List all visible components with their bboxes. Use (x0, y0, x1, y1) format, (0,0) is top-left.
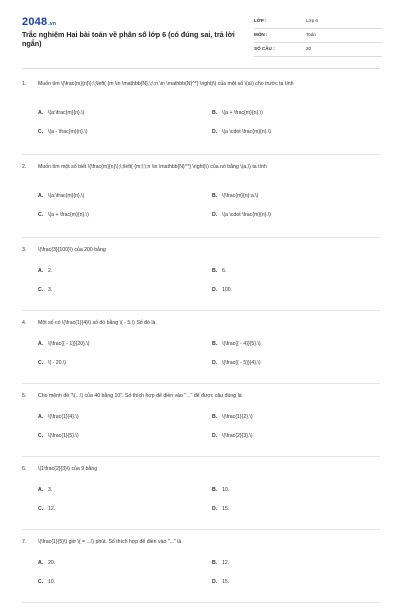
answer-option[interactable] (38, 433, 79, 439)
meta-label: SỐ CÂU : (254, 46, 275, 51)
option-text: \(\frac{{ - 4}}{5}.\) (222, 341, 261, 347)
option-letter: D. (212, 433, 218, 439)
option-text: 10. (48, 579, 56, 585)
answer-option[interactable] (212, 268, 226, 274)
answer-option[interactable] (212, 341, 261, 347)
option-text: \(\frac{1}{2}.\) (222, 414, 253, 420)
option-row (22, 104, 380, 123)
option-text: 15. (222, 579, 230, 585)
option-row (22, 206, 380, 225)
answer-option[interactable] (38, 287, 52, 293)
question-item (22, 319, 380, 384)
option-row (22, 427, 380, 446)
option-letter: C. (38, 360, 44, 366)
logo-text: 2048 (22, 16, 48, 28)
option-letter: B. (212, 560, 218, 566)
option-letter: C. (38, 579, 44, 585)
option-text: 15. (222, 506, 230, 512)
option-letter: A. (38, 560, 44, 566)
option-text: 6. (222, 268, 227, 274)
option-row (22, 335, 380, 354)
option-text: 10. (222, 487, 230, 493)
option-letter: B. (212, 341, 218, 347)
answer-option[interactable] (38, 487, 52, 493)
question-number: 2. (22, 164, 27, 170)
option-text: \(a:\frac{m}{n}.\) (48, 193, 85, 199)
question-item (22, 465, 380, 530)
answer-option[interactable] (38, 414, 79, 420)
option-letter: C. (38, 506, 44, 512)
option-letter: C. (38, 212, 44, 218)
answer-option[interactable] (212, 212, 271, 218)
question-text: Muốn tìm một số biết \(\frac{m}{n}\);\;\left( {m;\;\;n \in \mathbb{N}^*} \right)\) của nó bằng \(a,\) ta tính (38, 164, 267, 170)
question-item (22, 392, 380, 457)
answer-option[interactable] (38, 360, 66, 366)
answer-option[interactable] (212, 110, 263, 116)
answer-option[interactable] (212, 433, 253, 439)
answer-option[interactable] (212, 560, 229, 566)
meta-value: Toán (306, 32, 316, 37)
answer-option[interactable] (38, 560, 55, 566)
question-list (22, 80, 380, 611)
option-row (22, 500, 380, 519)
question-stem (22, 392, 380, 408)
answer-options (22, 104, 380, 142)
option-row (22, 262, 380, 281)
answer-option[interactable] (212, 287, 232, 293)
question-number: 3. (22, 247, 27, 253)
option-text: 12. (222, 560, 230, 566)
option-letter: C. (38, 433, 44, 439)
meta-label: MÔN : (254, 32, 268, 37)
option-text: \(\frac{{ - 5}}{4}.\) (222, 360, 261, 366)
meta-row-subject (254, 30, 382, 43)
option-letter: A. (38, 414, 44, 420)
option-letter: B. (212, 193, 218, 199)
question-text: Một số có \(\frac{1}{4}\) số đó bằng \( - 5.\) Số đó là (38, 320, 156, 326)
answer-option[interactable] (38, 212, 89, 218)
question-text: Muốn tìm \(\frac{m}{n}\);\;\left( {m \in \mathbb{N},\;\;n \in \mathbb{N}^*} \right)\) của một số \(a\) cho trước ta tính (38, 81, 294, 87)
answer-option[interactable] (212, 360, 261, 366)
question-stem (22, 465, 380, 481)
option-text: \(a + \frac{m}{n}.\) (48, 212, 89, 218)
meta-label: LỚP : (254, 18, 267, 23)
option-row (22, 554, 380, 573)
header-divider (22, 68, 380, 69)
answer-options (22, 187, 380, 225)
option-letter: D. (212, 579, 218, 585)
answer-options (22, 408, 380, 446)
option-letter: D. (212, 129, 218, 135)
option-letter: D. (212, 360, 218, 366)
question-item (22, 163, 380, 238)
option-text: 20. (48, 560, 56, 566)
answer-options (22, 262, 380, 300)
answer-option[interactable] (212, 193, 258, 199)
meta-value: 20 (306, 46, 312, 51)
answer-option[interactable] (212, 487, 229, 493)
option-text: \( - 20.\) (48, 360, 67, 366)
option-text: \(a:\frac{m}{n}.\) (48, 110, 85, 116)
question-text: \(1\frac{2}{3}\) của 9 bằng (38, 466, 98, 472)
question-stem (22, 246, 380, 262)
question-stem (22, 80, 380, 104)
question-item (22, 538, 380, 603)
option-text: 3. (48, 287, 53, 293)
option-letter: A. (38, 487, 44, 493)
option-letter: C. (38, 287, 44, 293)
answer-option[interactable] (38, 193, 84, 199)
logo-suffix: .vn (48, 21, 57, 27)
answer-option[interactable] (38, 506, 55, 512)
answer-options (22, 481, 380, 519)
option-letter: B. (212, 268, 218, 274)
answer-option[interactable] (212, 506, 229, 512)
document-header (22, 16, 382, 60)
option-text: 2. (48, 268, 53, 274)
option-text: \(\frac{m}{n}:a.\) (222, 193, 259, 199)
answer-option[interactable] (38, 268, 52, 274)
option-text: 100. (222, 287, 233, 293)
option-letter: A. (38, 110, 44, 116)
option-letter: A. (38, 193, 44, 199)
question-number: 7. (22, 539, 27, 545)
option-row (22, 354, 380, 373)
option-row (22, 408, 380, 427)
option-text: 3. (48, 487, 53, 493)
option-text: \(a \cdot \frac{m}{n}.\) (222, 129, 272, 135)
question-number: 5. (22, 393, 27, 399)
question-number: 6. (22, 466, 27, 472)
option-text: \(\frac{{ - 1}}{20}.\) (48, 341, 90, 347)
answer-options (22, 554, 380, 592)
question-stem (22, 538, 380, 554)
option-letter: C. (38, 129, 44, 135)
option-text: \(\frac{2}{3}.\) (222, 433, 253, 439)
option-row (22, 123, 380, 142)
site-logo[interactable] (22, 16, 56, 28)
option-row (22, 187, 380, 206)
answer-options (22, 335, 380, 373)
page-title: Trắc nghiệm Hai bài toán về phân số lớp 6 (có đúng sai, trả lời ngắn) (22, 30, 235, 48)
option-letter: A. (38, 268, 44, 274)
question-text: \(\frac{1}{5}\) giờ \( = ...\) phút. Số thích hợp để điền vào "..." là (38, 539, 182, 545)
option-text: \(\frac{1}{4}.\) (48, 414, 79, 420)
option-letter: D. (212, 506, 218, 512)
option-letter: B. (212, 414, 218, 420)
question-number: 4. (22, 320, 27, 326)
meta-value: Lớp 6 (306, 18, 318, 23)
answer-option[interactable] (38, 579, 55, 585)
option-row (22, 281, 380, 300)
option-row (22, 573, 380, 592)
meta-row-question-count (254, 44, 382, 57)
meta-row-class (254, 16, 382, 29)
option-text: \(a \cdot \frac{m}{n}.\) (222, 212, 272, 218)
option-letter: A. (38, 341, 44, 347)
answer-option[interactable] (38, 341, 90, 347)
document-meta (254, 16, 382, 58)
option-letter: D. (212, 212, 218, 218)
option-letter: D. (212, 287, 218, 293)
question-item (22, 246, 380, 311)
question-stem (22, 163, 380, 187)
question-text: \(\frac{3}{100}\) của 200 bằng (38, 247, 106, 253)
answer-option[interactable] (38, 110, 84, 116)
option-row (22, 481, 380, 500)
option-letter: B. (212, 110, 218, 116)
answer-option[interactable] (212, 129, 271, 135)
option-text: \(a + \frac{m}{n}.\) (222, 110, 263, 116)
answer-option[interactable] (212, 579, 229, 585)
question-text: Cho mệnh đề "\(...\) của 40 bằng 10". Số thích hợp để điền vào "..." để được câu đúng là (38, 393, 242, 399)
option-text: \(\frac{1}{5}.\) (48, 433, 79, 439)
answer-option[interactable] (212, 414, 253, 420)
option-text: \(a - \frac{m}{n}.\) (48, 129, 88, 135)
answer-option[interactable] (38, 129, 88, 135)
question-item (22, 80, 380, 155)
option-letter: B. (212, 487, 218, 493)
option-text: 12. (48, 506, 56, 512)
question-stem (22, 319, 380, 335)
question-number: 1. (22, 81, 27, 87)
